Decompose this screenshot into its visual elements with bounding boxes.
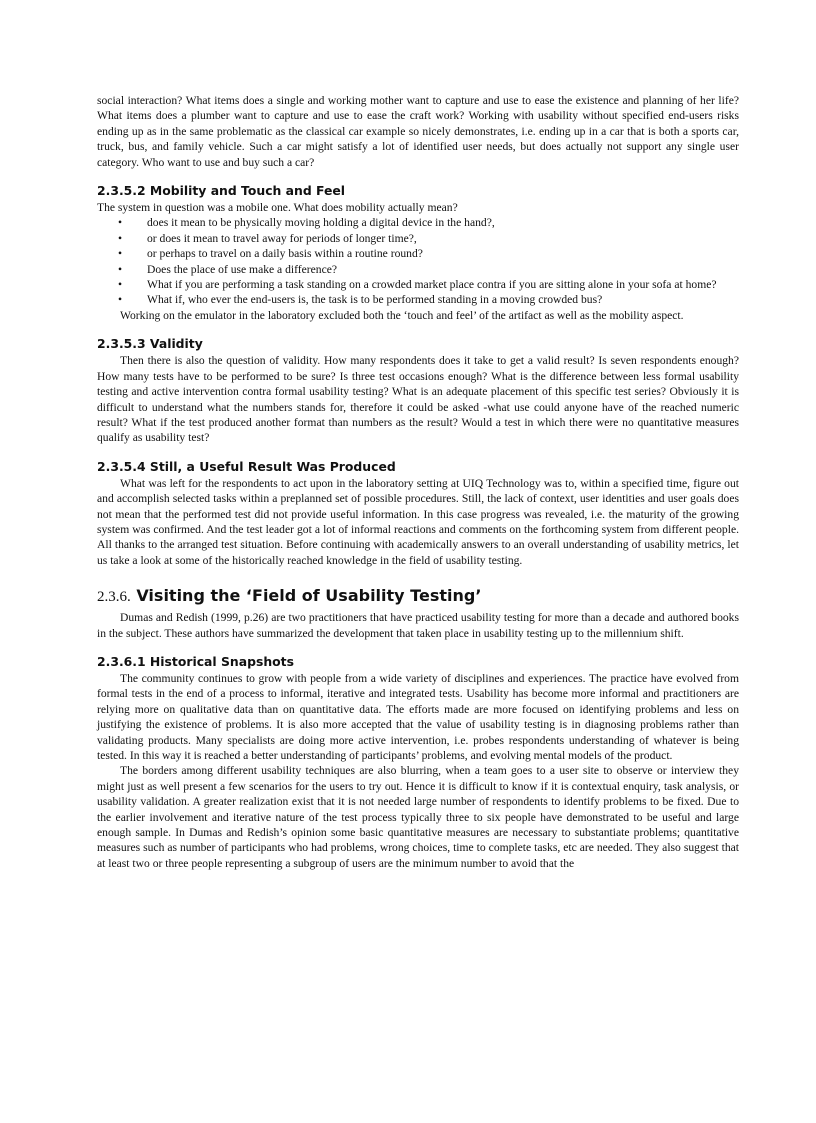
list-item: • or perhaps to travel on a daily basis within a routine round? — [118, 247, 423, 261]
validity-paragraph: Then there is also the question of validity. How many respondents does it take to get a valid result? Is seven respondents enough? How many tests have to be performed to be sure? Is three test occasions enough? What is the difference between less formal usability testing and active intervention contra formal usability testing? What is an adequate placement of this specific test series? Obviously it is difficult to understand what the numbers stands for, therefore it could be asked -what use could anyone have of the reached numeric result? What if the test produced another format than numbers as the result? Would a test in which there were no quantitative measures qualify as usability test? — [97, 354, 739, 445]
mobility-lead: The system in question was a mobile one. What does mobility actually mean? — [97, 201, 458, 215]
mobility-bullet-list — [97, 215, 739, 307]
bullet-icon: • — [118, 262, 123, 276]
list-item: • Does the place of use make a difference? — [118, 262, 338, 276]
list-item: • What if you are performing a task standing on a crowded market place contra if you are sitting alone in your sofa at home? — [118, 278, 717, 292]
heading-2-3-5-4: 2.3.5.4 Still, a Useful Result Was Produced — [97, 458, 396, 474]
bullet-icon: • — [118, 216, 123, 230]
bullet-icon: • — [118, 231, 123, 245]
historical-paragraph-2: The borders among different usability techniques are also blurring, when a team goes to a user site to observe or interview they might just as well present a few scenarios for the users to try out. Hence it is difficult to know if it is contextual enquiry, task analysis, or usability validation. A greater realization exist that it is not needed large number of respondents to identify problems to be fixed. Due to the earlier involvement and iterative nature of the test process typically three to six people have demonstrated to be useful and large enough sample. In Dumas and Redish’s opinion some basic quantitative measures are necessary to substantiate problems; quantitative measures such as number of participants who had problems, wrong choices, time to complete tasks, etc are needed. They also suggest that at least two or three people representing a subgroup of users are the minimum number to avoid that the — [97, 764, 739, 870]
document-page — [97, 93, 739, 871]
intro-paragraph: social interaction? What items does a single and working mother want to capture and use to ease the existence and planning of her life? What items does a plumber want to capture and use to ease the craft work? Working with usability without specified end-users risks ending up as in the same problematic as the classical car example so nicely demonstrates, i.e. ending up in a car that is both a sports car, truck, bus, and family vehicle. Such a car might satisfy a lot of identified user needs, but does actually not support any single user category. Who want to use and buy such a car? — [97, 94, 739, 169]
mobility-closing: Working on the emulator in the laboratory excluded both the ‘touch and feel’ of the artifact as well as the mobility aspect. — [120, 308, 684, 322]
heading-2-3-5-2: 2.3.5.2 Mobility and Touch and Feel — [97, 183, 346, 199]
heading-2-3-6-1: 2.3.6.1 Historical Snapshots — [97, 653, 294, 669]
list-item: • What if, who ever the end-users is, the task is to be performed standing in a moving crowded bus? — [118, 293, 603, 307]
section-title: Visiting the ‘Field of Usability Testing’ — [136, 586, 482, 606]
bullet-icon: • — [118, 247, 123, 261]
list-item: • does it mean to be physically moving holding a digital device in the hand?, — [118, 216, 495, 230]
bullet-icon: • — [118, 293, 123, 307]
useful-result-paragraph: What was left for the respondents to act upon in the laboratory setting at UIQ Technology was to, within a specified time, figure out and accomplish selected tasks within a preplanned set of possible procedures. Still, the lack of context, user identities and user goals does not mean that the performed test did not provide useful information. In this case progress was revealed, i.e. the maturity of the growing system was confirmed. And the test leader got a lot of informal reactions and comments on the forthcoming system from different people. All thanks to the arranged test situation. Before continuing with academically answers to an overall understanding of usability metrics, let us take a look at some of the historically reached knowledge in the field of usability testing. — [97, 476, 739, 567]
field-of-testing-paragraph: Dumas and Redish (1999, p.26) are two practitioners that have practiced usability testing for more than a decade and authored books in the subject. These authors have summarized the development that taken place in usability testing up to the millennium shift. — [97, 611, 739, 640]
section-number: 2.3.6. — [97, 589, 131, 606]
heading-2-3-5-3: 2.3.5.3 Validity — [97, 336, 203, 352]
historical-paragraph-1: The community continues to grow with people from a wide variety of disciplines and experiences. The practice have evolved from formal tests in the end of a process to informal, iterative and integrated tests. Usability has become more informal and practitioners are relying more on qualitative data than on quantitative data. The efforts made are more focused on identifying problems and less on justifying the existence of problems. It is also more accepted that the value of usability testing is in diagnosing problems rather than validating products. Many specialists are doing more active intervention, i.e. probes respondents understanding of whatever is being tested. In this way it is reached a better understanding of participants’ problems, and evolving mental models of the product. — [97, 671, 739, 762]
heading-2-3-6 — [97, 586, 739, 607]
list-item: • or does it mean to travel away for periods of longer time?, — [118, 231, 417, 245]
bullet-icon: • — [118, 278, 123, 292]
